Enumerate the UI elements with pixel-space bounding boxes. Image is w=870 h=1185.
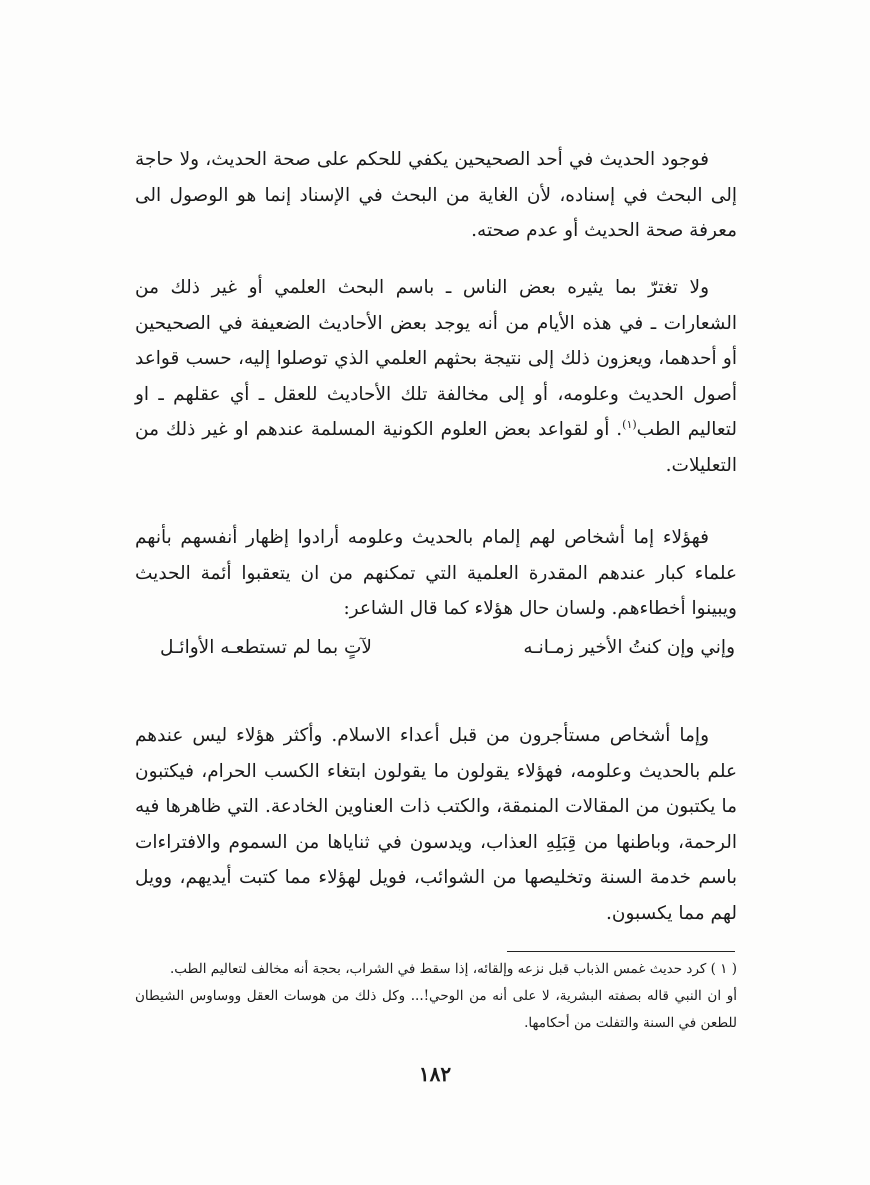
paragraph-2-text	[135, 270, 737, 483]
paragraph-3-text: فهؤلاء إما أشخاص لهم إلمام بالحديث وعلومه أرادوا إظهار أنفسهم بأنهم علماء كبار عندهم المقدرة العلمية التي تمكنهم من ان يتعقبوا أئمة الحديث ويبينوا أخطاءهم. ولسان حال هؤلاء كما قال الشاعر:	[135, 527, 737, 619]
paragraph-1	[135, 142, 737, 249]
footnote-1: ( ١ ) كرد حديث غمس الذباب قبل نزعه وإلقائه، إذا سقط في الشراب، بحجة أنه مخالف لتعاليم الطب.	[169, 961, 737, 977]
paragraph-1-text: فوجود الحديث في أحد الصحيحين يكفي للحكم على صحة الحديث، ولا حاجة إلى البحث في إسناده، لأن الغاية من البحث في الإسناد إنما هو الوصول الى معرفة صحة الحديث أو عدم صحته.	[135, 149, 737, 241]
footnote-1-continued: أو ان النبي قاله بصفته البشرية، لا على أنه من الوحي!... وكل ذلك من هوسات العقل ووساوس الشيطان للطعن في السنة والتفلت من أحكامها.	[135, 988, 737, 1031]
footnote-reference[interactable]: (١)	[622, 417, 637, 431]
verse-first-hemistich: وإني وإن كنتُ الأخير زمـانـه	[523, 637, 735, 658]
paragraph-3	[135, 520, 737, 627]
footnote-divider	[507, 951, 735, 952]
footnotes	[135, 956, 737, 1037]
page-number: ١٨٢	[418, 1062, 452, 1086]
paragraph-2	[135, 270, 737, 483]
verse-second-hemistich: لآتٍ بما لم تستطعـه الأوائـل	[160, 637, 372, 658]
paragraph-4	[135, 718, 737, 931]
paragraph-4-text: وإما أشخاص مستأجرون من قبل أعداء الاسلام. وأكثر هؤلاء ليس عندهم علم بالحديث وعلومه، فهؤلاء يقولون ما يقولون ابتغاء الكسب الحرام، فيكتبون ما يكتبون من المقالات المنمقة، والكتب ذات العناوين الخادعة. التي ظاهرها فيه الرحمة، وباطنها من قِبَلِهِ العذاب، ويدسون في ثناياها من السموم والافتراءات باسم خدمة السنة وتخليصها من الشوائب، فويل لهؤلاء مما كتبت أيديهم، وويل لهم مما يكسبون.	[135, 725, 737, 924]
paragraph-2-tail: . أو لقواعد بعض العلوم الكونية المسلمة عندهم او غير ذلك من التعليلات.	[135, 419, 737, 476]
poetry-verse	[160, 630, 735, 665]
paragraph-2-body: ولا تغترّ بما يثيره بعض الناس ـ باسم البحث العلمي أو غير ذلك من الشعارات ـ في هذه الأيام من أنه يوجد بعض الأحاديث الضعيفة في الصحيحين أو أحدهما، ويعزون ذلك إلى نتيجة بحثهم العلمي الذي توصلوا إليه، حسب قواعد أصول الحديث وعلومه، أو إلى مخالفة تلك الأحاديث للعقل ـ أي عقلهم ـ او لتعاليم الطب	[135, 277, 737, 440]
